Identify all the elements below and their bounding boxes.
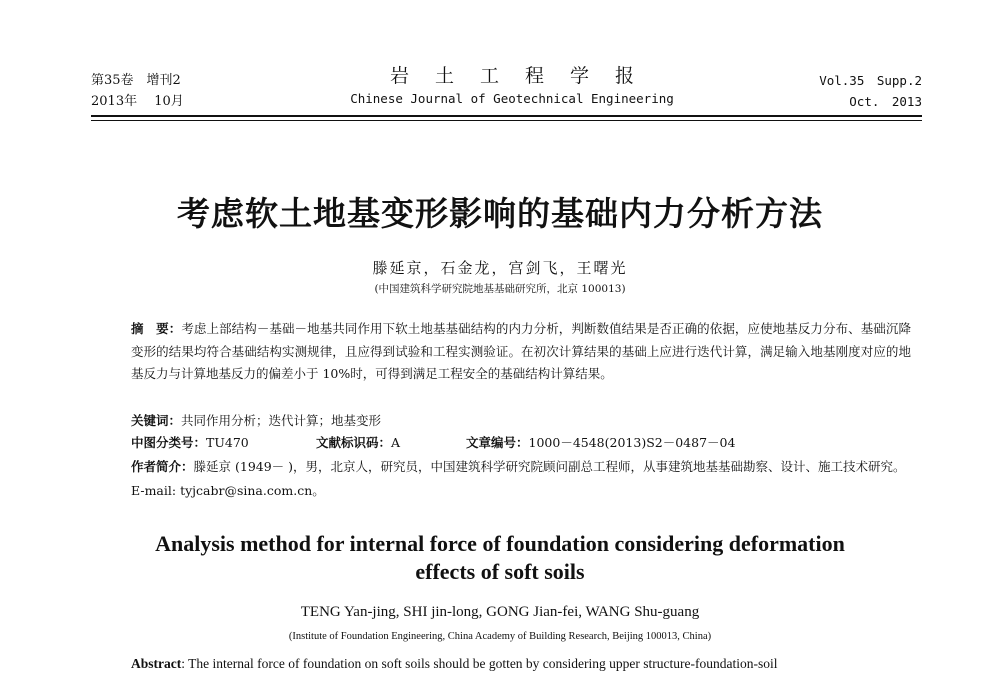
- journal-name: [300, 64, 724, 108]
- abstract-en-label: Abstract: [131, 656, 182, 671]
- affiliation-cn: (中国建筑科学研究院地基基础研究所，北京 100013): [374, 283, 626, 295]
- date-cn: 2013年 10月: [91, 94, 184, 109]
- issue-info-cn: [91, 70, 184, 112]
- date-en: Oct. 2013: [849, 94, 922, 109]
- abstract-text-cn: 考虑上部结构－基础－地基共同作用下软土地基基础结构的内力分析，判断数值结果是否正确的依据，应使地基反力分布、基础沉降变形的结果均符合基础结构实测规律，且应得到试验和工程实测验证。在初次计算结果的基础上应进行迭代计算，满足输入地基刚度对应的地基反力与计算地基反力的偏差小于 10%时，可得到满足工程安全的基础结构计算结果。: [131, 321, 911, 381]
- bio-text: 滕延京 (1949－ )，男，北京人，研究员，中国建筑科学研究院顾问副总工程师，从事建筑地基基础勘察、设计、施工技术研究。E-mail: tyjcabr@sina.com.cn。: [131, 459, 906, 498]
- abstract-label: 摘 要：: [131, 321, 182, 336]
- keywords-label: 关键词：: [131, 413, 182, 428]
- issue-info-en: [819, 70, 922, 112]
- article-number-value: 1000－4548(2013)S2－0487－04: [528, 435, 736, 450]
- classification-line: [131, 433, 911, 453]
- keywords: [131, 411, 911, 431]
- authors-cn: 滕延京，石金龙，宫剑飞，王曙光: [372, 259, 628, 277]
- abstract-cn: [131, 318, 911, 386]
- doc-code: [316, 433, 466, 453]
- article-number-label: 文章编号：: [466, 435, 529, 450]
- abstract-en-text: : The internal force of foundation on soft soils should be gotten by considering upper structure-foundation-soil: [181, 656, 778, 671]
- journal-name-en: Chinese Journal of Geotechnical Engineering: [350, 91, 674, 106]
- journal-name-cn: 岩土工程学报: [389, 65, 660, 87]
- abstract-en: [131, 656, 911, 672]
- volume-cn: 第35卷 增刊2: [91, 73, 181, 88]
- title-en-line1: Analysis method for internal force of foundation considering deformation: [155, 531, 845, 556]
- author-bio: [131, 455, 911, 503]
- article-title-en: [0, 530, 1000, 586]
- clc-label: 中图分类号：: [131, 435, 207, 450]
- article-number: [466, 433, 735, 453]
- doc-code-value: A: [391, 435, 401, 450]
- header-rule-thick: [91, 115, 922, 117]
- title-en-line2: effects of soft soils: [415, 559, 585, 584]
- doc-code-label: 文献标识码：: [316, 435, 392, 450]
- clc-value: TU470: [206, 435, 249, 450]
- clc-code: [131, 433, 316, 453]
- authors-en: TENG Yan-jing, SHI jin-long, GONG Jian-fei, WANG Shu-guang: [300, 604, 700, 620]
- affiliation-en: (Institute of Foundation Engineering, China Academy of Building Research, Beijing 100013, China): [288, 631, 712, 642]
- volume-en: Vol.35 Supp.2: [819, 73, 922, 88]
- header-rule-thin: [91, 120, 922, 121]
- article-title-cn: 考虑软土地基变形影响的基础内力分析方法: [177, 194, 823, 233]
- bio-label: 作者简介：: [131, 459, 194, 474]
- keywords-text: 共同作用分析；迭代计算；地基变形: [181, 413, 382, 428]
